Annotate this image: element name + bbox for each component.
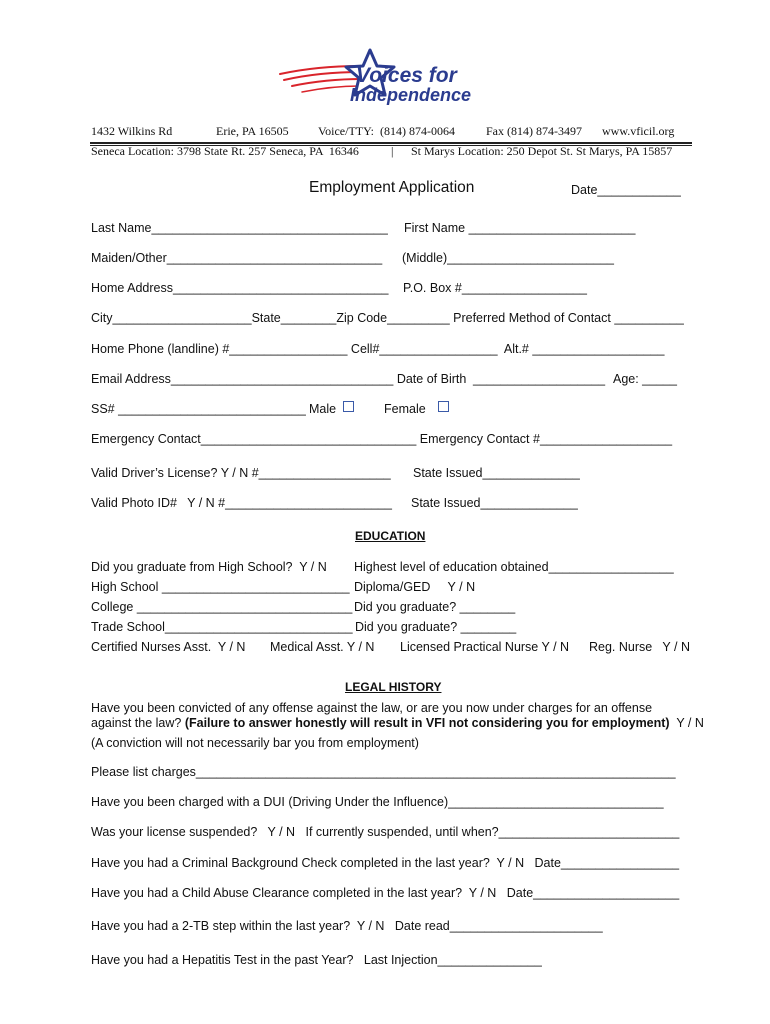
email-field[interactable]: Email Address________________________________ Date of Birth [91,372,467,386]
date-field[interactable]: Date____________ [571,183,681,197]
diploma-ged-field[interactable]: Diploma/GED Y / N [354,580,476,594]
emergency-contact-field[interactable]: Emergency Contact_______________________________ Emergency Contact #___________________ [91,432,673,446]
child-abuse-clearance-field[interactable]: Have you had a Child Abuse Clearance completed in the last year? Y / N Date_____________________ [91,886,680,900]
phone-field[interactable]: Home Phone (landline) #_________________ Cell#_________________ Alt.# ___________________ [91,342,665,356]
logo-line2: Independence [350,85,472,105]
trade-school-field[interactable]: Trade School___________________________ [91,620,353,634]
photo-id-field[interactable]: Valid Photo ID# Y / N #________________________ [91,496,392,510]
po-box-field[interactable]: P.O. Box #__________________ [403,281,587,295]
hepatitis-test-field[interactable]: Have you had a Hepatitis Test in the past Year? Last Injection_______________ [91,953,542,967]
page-title: Employment Application [309,179,475,196]
highest-education-field[interactable]: Highest level of education obtained__________________ [354,560,674,574]
seneca-location: Seneca Location: 3798 State Rt. 257 Seneca, PA 16346 [91,144,359,158]
lpn-field[interactable]: Licensed Practical Nurse Y / N [400,640,570,654]
drivers-license-field[interactable]: Valid Driver’s License? Y / N #___________________ [91,466,391,480]
maiden-name-field[interactable]: Maiden/Other_______________________________ [91,251,383,265]
medical-asst-field[interactable]: Medical Asst. Y / N [270,640,375,654]
education-heading: EDUCATION [355,529,426,543]
conviction-note: (A conviction will not necessarily bar you from employment) [91,736,419,750]
license-state-field[interactable]: State Issued______________ [413,466,580,480]
conviction-question-line1: Have you been convicted of any offense against the law, or are you now under charges for an offense [91,701,653,715]
age-field[interactable]: Age: _____ [613,372,677,386]
college-graduate-field[interactable]: Did you graduate? ________ [354,600,516,614]
conviction-question-text: against the law? [91,716,185,730]
conviction-warning: (Failure to answer honestly will result in VFI not considering you for employment) [184,716,670,730]
conviction-question-line2[interactable] [91,716,704,730]
stmarys-location: St Marys Location: 250 Depot St. St Marys, PA 15857 [411,144,673,158]
trade-graduate-field[interactable]: Did you graduate? ________ [355,620,517,634]
logo-line1: Voices for [356,64,457,87]
male-label: Male [309,402,337,416]
license-suspended-field[interactable]: Was your license suspended? Y / N If currently suspended, until when?__________________________ [91,825,680,839]
high-school-question[interactable]: Did you graduate from High School? Y / N [91,560,327,574]
city-state-zip-field[interactable]: City____________________State________Zip Code_________ Preferred Method of Contact __________ [91,311,684,325]
ssn-field[interactable]: SS# ___________________________ [91,402,306,416]
rn-field[interactable]: Reg. Nurse Y / N [589,640,690,654]
female-label: Female [384,402,426,416]
female-checkbox[interactable] [438,401,449,412]
legal-heading: LEGAL HISTORY [345,680,442,694]
voice-tty: Voice/TTY: (814) 874-0064 [318,124,455,138]
criminal-check-field[interactable]: Have you had a Criminal Background Check completed in the last year? Y / N Date_________________ [91,856,680,870]
college-field[interactable]: College _______________________________ [91,600,353,614]
cna-field[interactable]: Certified Nurses Asst. Y / N [91,640,246,654]
charges-field[interactable]: Please list charges_____________________________________________________________________ [91,765,676,779]
high-school-field[interactable]: High School ___________________________ [91,580,350,594]
fax: Fax (814) 874-3497 [486,124,582,138]
photo-id-state-field[interactable]: State Issued______________ [411,496,578,510]
address: 1432 Wilkins Rd [91,124,173,138]
middle-name-field[interactable]: (Middle)________________________ [402,251,614,265]
last-name-field[interactable]: Last Name__________________________________ [91,221,388,235]
dui-field[interactable]: Have you been charged with a DUI (Driving Under the Influence)_______________________________ [91,795,664,809]
home-address-field[interactable]: Home Address_______________________________ [91,281,389,295]
website: www.vficil.org [602,124,675,138]
logo [278,46,508,110]
separator: | [391,144,394,158]
first-name-field[interactable]: First Name ________________________ [404,221,636,235]
conviction-yn[interactable]: Y / N [669,716,704,730]
city: Erie, PA 16505 [216,124,289,138]
tb-test-field[interactable]: Have you had a 2-TB step within the last year? Y / N Date read______________________ [91,919,603,933]
dob-field[interactable]: ___________________ [473,372,606,386]
male-checkbox[interactable] [343,401,354,412]
